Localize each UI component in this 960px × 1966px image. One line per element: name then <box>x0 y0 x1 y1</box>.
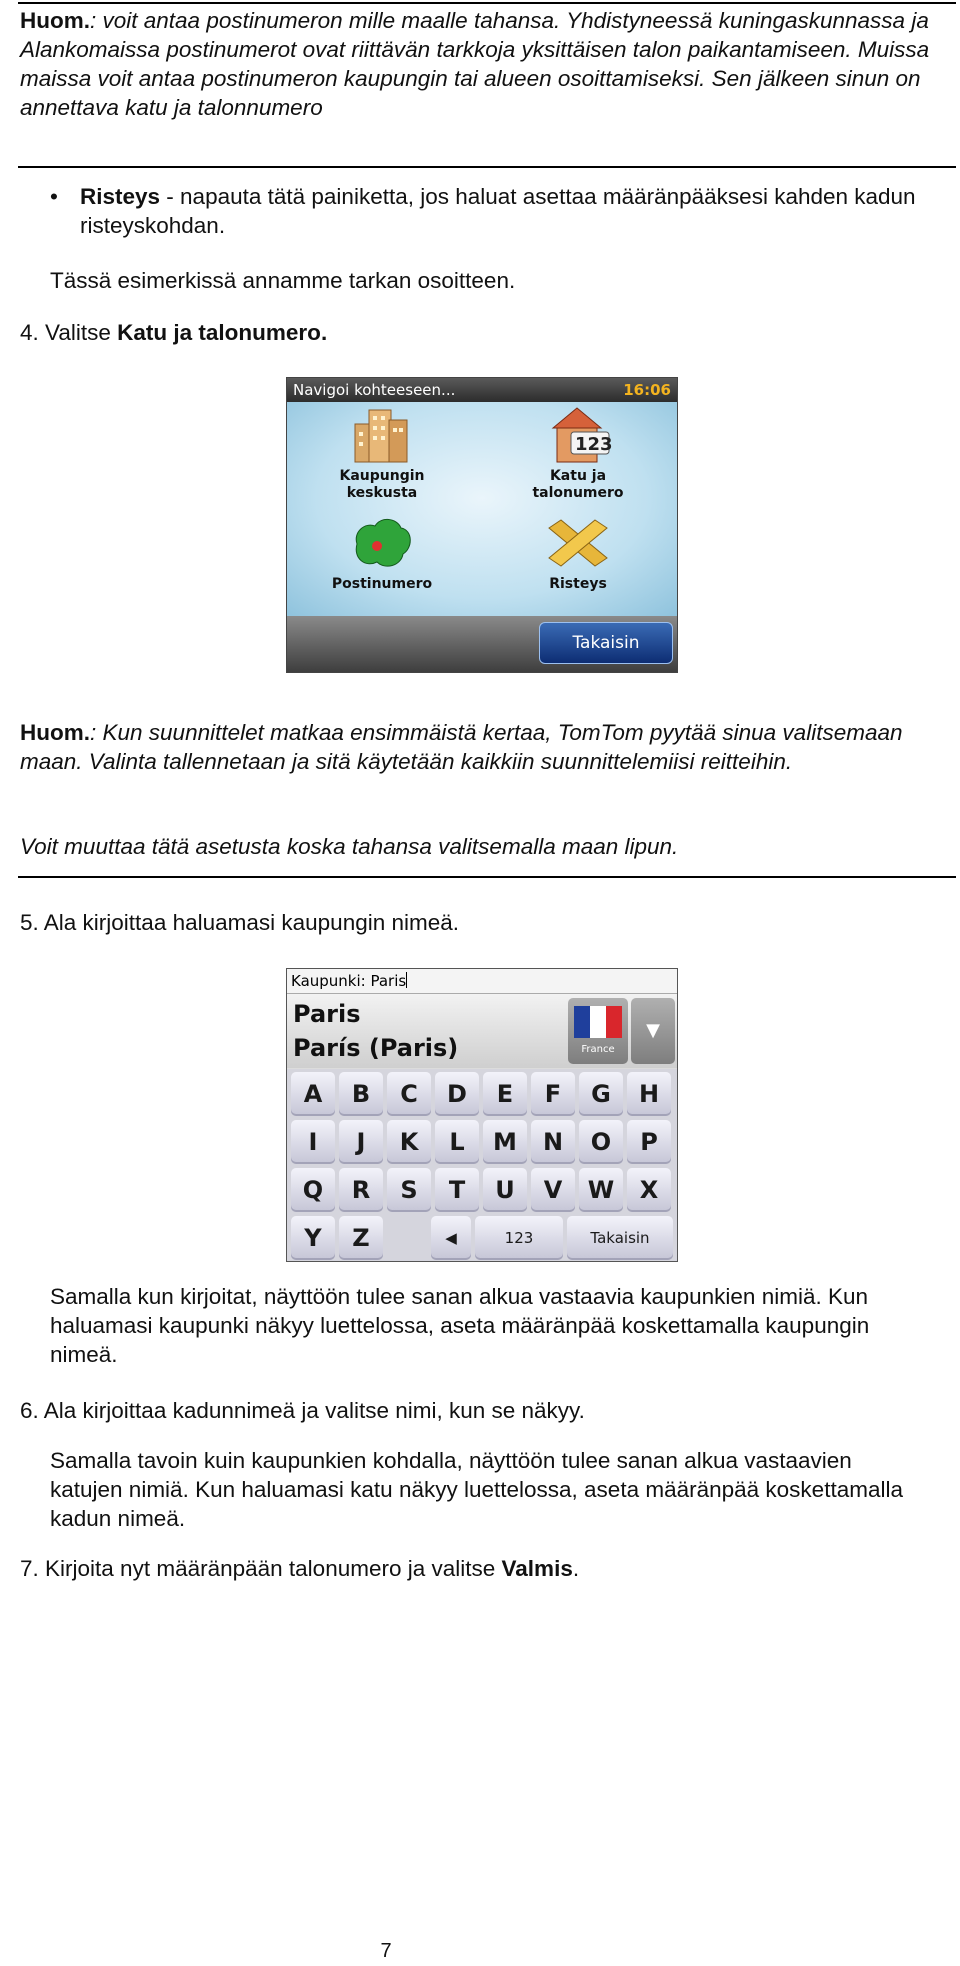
step-6-description: Samalla tavoin kuin kaupunkien kohdalla, näyttöön tulee sanan alkua vastaavien katujen nimiä. Kun haluamasi katu näkyy luettelossa, aseta määränpää koskettamalla kadun nimeä. <box>50 1448 903 1531</box>
street-number-label: Katu ja talonumero <box>532 468 624 501</box>
street-number-button[interactable] <box>483 406 673 502</box>
key-q[interactable]: Q <box>291 1168 335 1212</box>
house-icon <box>543 406 613 464</box>
city-result-item[interactable]: Paris <box>293 1000 361 1028</box>
key-h[interactable]: H <box>627 1072 671 1116</box>
step-5-description: Samalla kun kirjoitat, näyttöön tulee sanan alkua vastaavia kaupunkien nimiä. Kun haluamasi kaupunki näkyy luettelossa, aseta määränpää koskettamalla kaupungin nimeä. <box>50 1284 870 1367</box>
key-g[interactable]: G <box>579 1072 623 1116</box>
bullet-label: Risteys <box>80 184 161 209</box>
note-2 <box>20 718 950 776</box>
screen-title: Navigoi kohteeseen... <box>293 381 456 399</box>
step-5-number: 5. <box>20 910 39 935</box>
step-5-text: Ala kirjoittaa haluamasi kaupungin nimeä. <box>43 910 460 935</box>
city-centre-label: Kaupungin keskusta <box>339 468 425 501</box>
step-6-text: Ala kirjoittaa kadunnimeä ja valitse nimi, kun se näkyy. <box>43 1398 585 1423</box>
note-2-label: Huom. <box>20 720 90 745</box>
screen-menu <box>287 402 677 616</box>
note-1 <box>20 6 950 122</box>
key-r[interactable]: R <box>339 1168 383 1212</box>
country-flag-button[interactable] <box>568 998 628 1064</box>
key-u[interactable]: U <box>483 1168 527 1212</box>
key-m[interactable]: M <box>483 1120 527 1164</box>
key-x[interactable]: X <box>627 1168 671 1212</box>
city-input[interactable] <box>287 969 677 994</box>
scroll-down-button[interactable] <box>631 998 675 1064</box>
step-4-number: 4. <box>20 320 39 345</box>
key-i[interactable]: I <box>291 1120 335 1164</box>
key-b[interactable]: B <box>339 1072 383 1116</box>
step-7-text: Kirjoita nyt määränpään talonumero ja valitse <box>45 1556 502 1581</box>
step-7-end: . <box>572 1556 580 1581</box>
key-d[interactable]: D <box>435 1072 479 1116</box>
backspace-key[interactable] <box>431 1216 471 1260</box>
bullet-dot: • <box>50 184 58 209</box>
step-4-end: . <box>320 320 328 345</box>
key-v[interactable]: V <box>531 1168 575 1212</box>
step-4-text: Valitse <box>45 320 118 345</box>
page-number: 7 <box>380 1940 392 1962</box>
buildings-icon <box>347 406 417 464</box>
top-rule <box>18 2 956 4</box>
key-s[interactable]: S <box>387 1168 431 1212</box>
city-centre-button[interactable] <box>287 406 477 502</box>
note-1-label: Huom. <box>20 8 90 33</box>
step-7-number: 7. <box>20 1556 39 1581</box>
example-text: Tässä esimerkissä annamme tarkan osoitteen. <box>50 268 516 293</box>
key-n[interactable]: N <box>531 1120 575 1164</box>
note-2-bottom-rule <box>18 876 956 878</box>
key-f[interactable]: F <box>531 1072 575 1116</box>
arrow-left-icon: ◀ <box>445 1229 457 1247</box>
step-7-bold: Valmis <box>501 1556 573 1581</box>
step-7 <box>20 1554 940 1583</box>
step-4 <box>20 318 940 347</box>
city-results-list <box>287 994 677 1068</box>
bullet-text: - napauta tätä painiketta, jos haluat asettaa määränpääksesi kahden kadun risteyskohdan. <box>80 184 916 238</box>
step-5 <box>20 908 940 937</box>
bullet-item <box>50 182 930 240</box>
screen-time: 16:06 <box>623 381 671 399</box>
key-z[interactable]: Z <box>339 1216 383 1260</box>
screen-bottom-bar <box>287 616 677 672</box>
postcode-label: Postinumero <box>331 576 433 592</box>
numbers-key[interactable]: 123 <box>475 1216 563 1260</box>
key-k[interactable]: K <box>387 1120 431 1164</box>
screen-title-bar <box>287 378 677 402</box>
city-result-item[interactable]: París (Paris) <box>293 1034 459 1062</box>
note-2-text-2: Voit muuttaa tätä asetusta koska tahansa valitsemalla maan lipun. <box>20 834 679 859</box>
crossing-label: Risteys <box>549 576 607 592</box>
key-w[interactable]: W <box>579 1168 623 1212</box>
note-1-bottom-rule <box>18 166 956 168</box>
navigate-to-screen <box>286 377 678 673</box>
svg-text:123: 123 <box>575 434 613 455</box>
key-a[interactable]: A <box>291 1072 335 1116</box>
note-1-text: : voit antaa postinumeron mille maalle tahansa. Yhdistyneessä kuningaskunnassa ja Alankomaissa postinumerot ovat riittävän tarkkoja yksittäisen talon paikantamiseen. Muissa maissa voit antaa postinumeron kaupungin tai alueen osoittamiseksi. <box>20 8 930 91</box>
keyboard-back-button[interactable]: Takaisin <box>567 1216 673 1260</box>
note-1-text-end: Sen jälkeen sinun on annettava katu ja talonnumero <box>20 66 921 120</box>
step-4-bold: Katu ja talonumero <box>117 320 321 345</box>
arrow-down-icon: ▼ <box>646 1020 660 1041</box>
keyboard <box>287 1069 677 1261</box>
crossing-icon <box>543 514 613 572</box>
city-entry-screen <box>286 968 678 1262</box>
map-region-icon <box>347 514 417 572</box>
crossing-button[interactable] <box>483 514 673 593</box>
key-o[interactable]: O <box>579 1120 623 1164</box>
note-2-text: : Kun suunnittelet matkaa ensimmäistä kertaa, TomTom pyytää sinua valitsemaan maan. Valinta tallennetaan ja sitä käytetään kaikkiin suunnittelemiisi reitteihin. <box>20 720 903 774</box>
city-input-text: Kaupunki: Paris <box>291 972 407 990</box>
key-y[interactable]: Y <box>291 1216 335 1260</box>
step-6-number: 6. <box>20 1398 39 1423</box>
text-cursor <box>406 972 407 988</box>
key-l[interactable]: L <box>435 1120 479 1164</box>
france-flag-icon <box>574 1006 622 1038</box>
key-e[interactable]: E <box>483 1072 527 1116</box>
key-p[interactable]: P <box>627 1120 671 1164</box>
key-c[interactable]: C <box>387 1072 431 1116</box>
back-button[interactable]: Takaisin <box>539 622 673 664</box>
step-6 <box>20 1396 940 1425</box>
key-t[interactable]: T <box>435 1168 479 1212</box>
country-label: France <box>581 1044 615 1055</box>
postcode-button[interactable] <box>287 514 477 593</box>
key-j[interactable]: J <box>339 1120 383 1164</box>
